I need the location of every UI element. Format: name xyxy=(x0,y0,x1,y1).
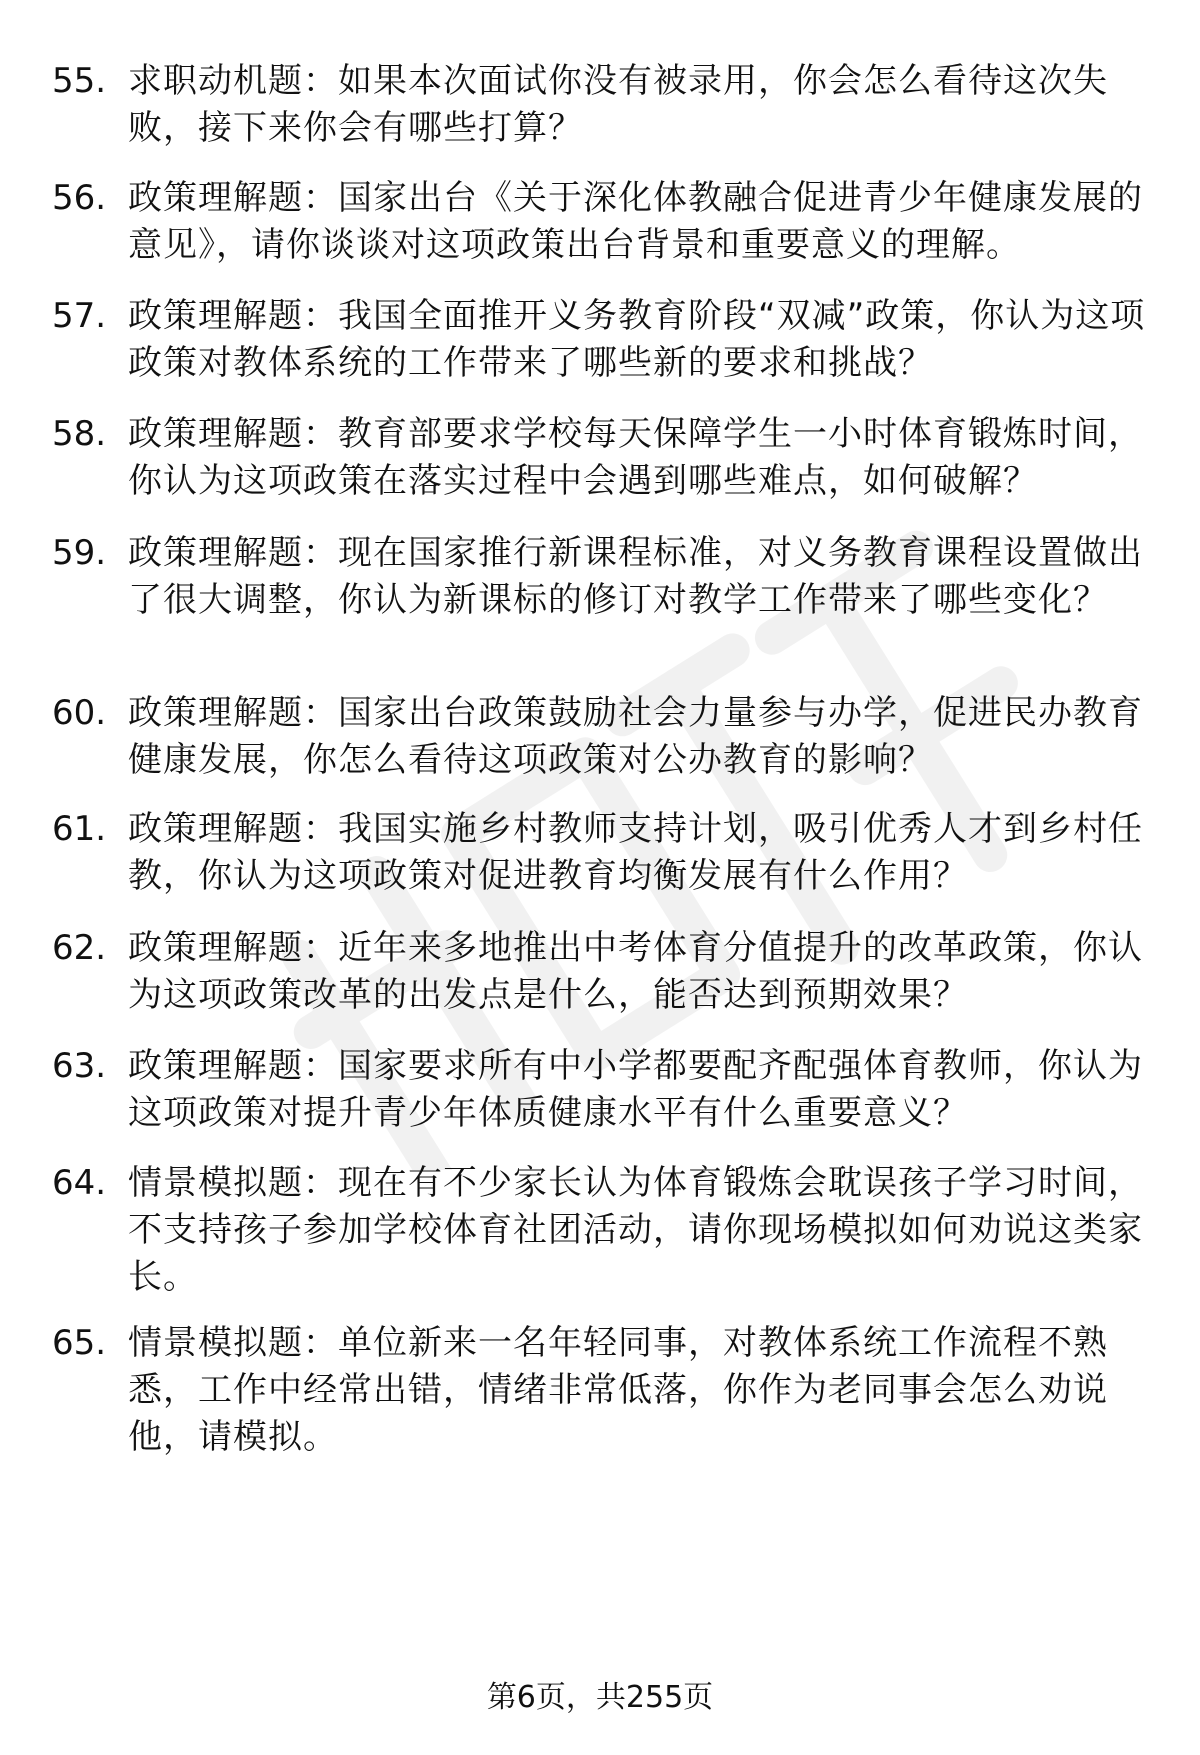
question-item xyxy=(52,806,1148,900)
question-item xyxy=(52,1160,1148,1301)
question-item xyxy=(52,925,1148,1019)
question-number: 62. xyxy=(52,928,107,968)
question-item xyxy=(52,1320,1148,1461)
question-item xyxy=(52,58,1148,152)
question-text: 政策理解题：近年来多地推出中考体育分值提升的改革政策，你认为这项政策改革的出发点是什么，能否达到预期效果？ xyxy=(128,928,1143,1015)
question-text: 政策理解题：我国全面推开义务教育阶段“双减”政策，你认为这项政策对教体系统的工作带来了哪些新的要求和挑战？ xyxy=(128,296,1146,383)
question-number: 57. xyxy=(52,296,107,336)
question-number: 60. xyxy=(52,693,107,733)
question-item xyxy=(52,530,1148,624)
question-text: 情景模拟题：现在有不少家长认为体育锻炼会耽误孩子学习时间，不支持孩子参加学校体育社团活动，请你现场模拟如何劝说这类家长。 xyxy=(128,1163,1143,1297)
question-number: 63. xyxy=(52,1046,107,1086)
question-number: 61. xyxy=(52,809,107,849)
question-text: 政策理解题：现在国家推行新课程标准，对义务教育课程设置做出了很大调整，你认为新课标的修订对教学工作带来了哪些变化？ xyxy=(128,533,1143,620)
page-footer: 第6页，共255页 xyxy=(486,1680,714,1715)
question-item xyxy=(52,690,1148,784)
question-text: 政策理解题：国家出台《关于深化体教融合促进青少年健康发展的意见》，请你谈谈对这项政策出台背景和重要意义的理解。 xyxy=(128,178,1143,265)
question-number: 64. xyxy=(52,1163,107,1203)
question-number: 58. xyxy=(52,414,107,454)
question-text: 求职动机题：如果本次面试你没有被录用，你会怎么看待这次失败，接下来你会有哪些打算？ xyxy=(128,61,1108,148)
question-number: 56. xyxy=(52,178,107,218)
question-item xyxy=(52,1043,1148,1137)
question-text: 政策理解题：国家要求所有中小学都要配齐配强体育教师，你认为这项政策对提升青少年体质健康水平有什么重要意义？ xyxy=(128,1046,1143,1133)
question-number: 65. xyxy=(52,1323,107,1363)
question-text: 政策理解题：教育部要求学校每天保障学生一小时体育锻炼时间，你认为这项政策在落实过程中会遇到哪些难点，如何破解？ xyxy=(128,414,1143,501)
question-item xyxy=(52,175,1148,269)
question-item xyxy=(52,411,1148,505)
question-text: 政策理解题：国家出台政策鼓励社会力量参与办学，促进民办教育健康发展，你怎么看待这项政策对公办教育的影响？ xyxy=(128,693,1143,780)
question-number: 59. xyxy=(52,533,107,573)
question-text: 政策理解题：我国实施乡村教师支持计划，吸引优秀人才到乡村任教，你认为这项政策对促进教育均衡发展有什么作用？ xyxy=(128,809,1143,896)
question-text: 情景模拟题：单位新来一名年轻同事，对教体系统工作流程不熟悉，工作中经常出错，情绪非常低落，你作为老同事会怎么劝说他，请模拟。 xyxy=(128,1323,1108,1457)
question-item xyxy=(52,293,1148,387)
question-number: 55. xyxy=(52,61,107,101)
